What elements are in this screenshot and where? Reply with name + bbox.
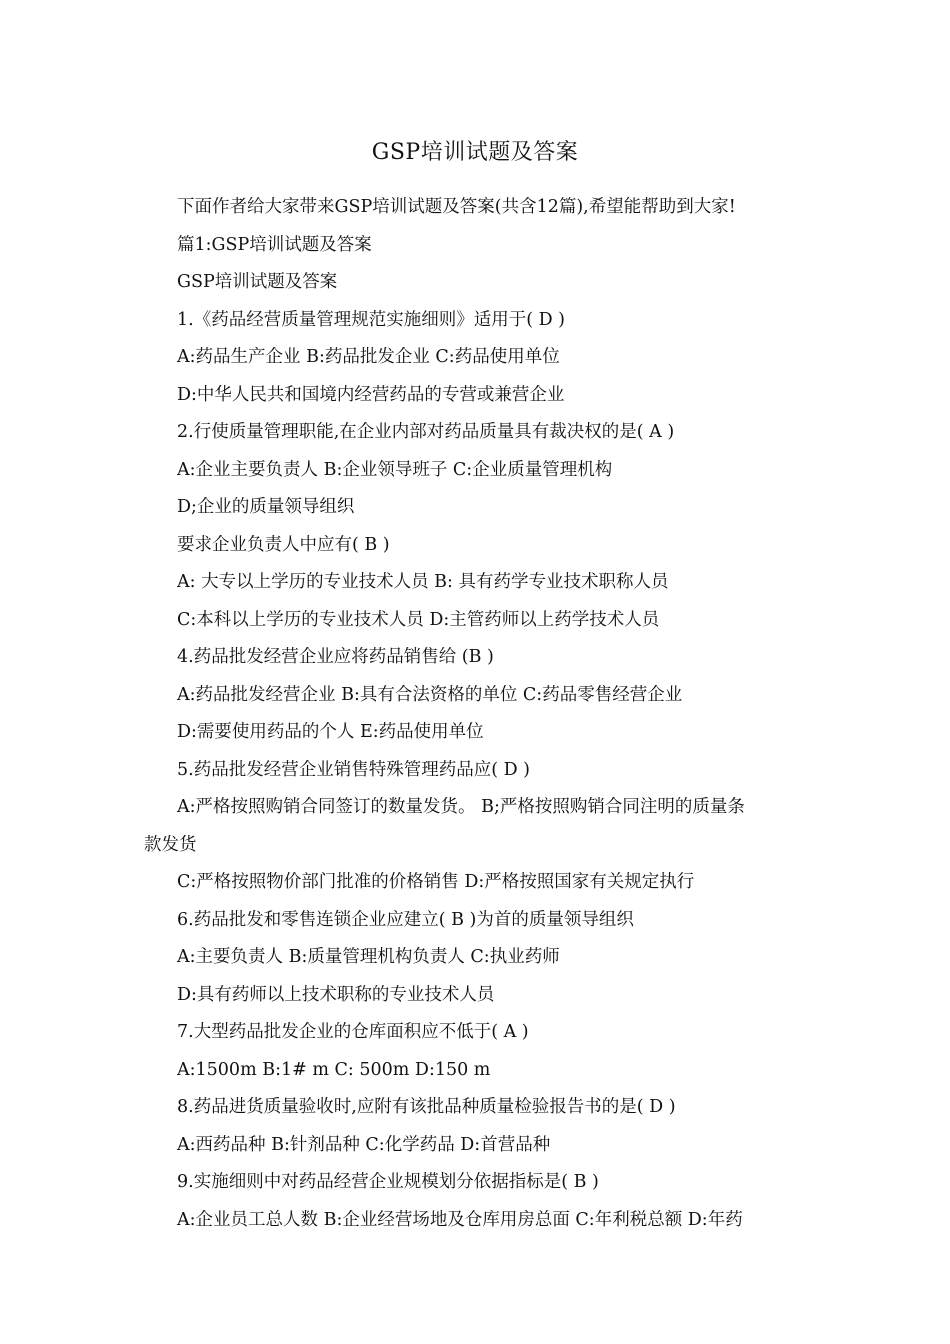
- question-2-options-b: D;企业的质量领导组织: [177, 497, 355, 517]
- question-5-options-a: A:严格按照购销合同签订的数量发货。 B;严格按照购销合同注明的质量条: [177, 797, 745, 817]
- question-1-options-b: D:中华人民共和国境内经营药品的专营或兼营企业: [177, 384, 565, 405]
- question-3-options-a: A: 大专以上学历的专业技术人员 B: 具有药学专业技术职称人员: [177, 572, 669, 592]
- intro-paragraph: 下面作者给大家带来GSP培训试题及答案(共含12篇),希望能帮助到大家!: [177, 197, 736, 217]
- section-heading: 篇1:GSP培训试题及答案: [177, 234, 372, 255]
- question-4-options-b: D:需要使用药品的个人 E:药品使用单位: [177, 722, 484, 742]
- question-2-options-a: A:企业主要负责人 B:企业领导班子 C:企业质量管理机构: [177, 459, 613, 480]
- question-6-options-b: D:具有药师以上技术职称的专业技术人员: [177, 984, 495, 1005]
- question-1: 1.《药品经营质量管理规范实施细则》适用于( D ): [177, 309, 566, 330]
- question-9-options: A:企业员工总人数 B:企业经营场地及仓库用房总面 C:年利税总额 D:年药: [177, 1209, 743, 1230]
- question-8: 8.药品进货质量验收时,应附有该批品种质量检验报告书的是( D ): [177, 1097, 676, 1117]
- question-6-options-a: A:主要负责人 B:质量管理机构负责人 C:执业药师: [177, 947, 560, 967]
- subsection-heading: GSP培训试题及答案: [177, 272, 338, 292]
- question-6: 6.药品批发和零售连锁企业应建立( B )为首的质量领导组织: [177, 909, 634, 930]
- question-5-options-b: C:严格按照物价部门批准的价格销售 D:严格按照国家有关规定执行: [177, 872, 695, 892]
- question-5: 5.药品批发经营企业销售特殊管理药品应( D ): [177, 759, 531, 780]
- question-1-options-a: A:药品生产企业 B:药品批发企业 C:药品使用单位: [177, 347, 560, 367]
- document-body: [144, 189, 814, 1239]
- question-3-options-b: C:本科以上学历的专业技术人员 D:主管药师以上药学技术人员: [177, 609, 660, 630]
- question-8-options: A:西药品种 B:针剂品种 C:化学药品 D:首营品种: [177, 1134, 551, 1155]
- question-4-options-a: A:药品批发经营企业 B:具有合法资格的单位 C:药品零售经营企业: [177, 684, 683, 705]
- question-4: 4.药品批发经营企业应将药品销售给 (B ): [177, 647, 494, 667]
- question-9: 9.实施细则中对药品经营企业规模划分依据指标是( B ): [177, 1172, 599, 1192]
- question-7: 7.大型药品批发企业的仓库面积应不低于( A ): [177, 1022, 529, 1042]
- question-2: 2.行使质量管理职能,在企业内部对药品质量具有裁决权的是( A ): [177, 422, 675, 442]
- question-7-options: A:1500m B:1# m C: 500m D:150 m: [177, 1059, 491, 1080]
- document-title: GSP培训试题及答案: [371, 140, 579, 165]
- question-5-options-continuation: 款发货: [144, 834, 197, 855]
- question-3: 要求企业负责人中应有( B ): [177, 534, 390, 555]
